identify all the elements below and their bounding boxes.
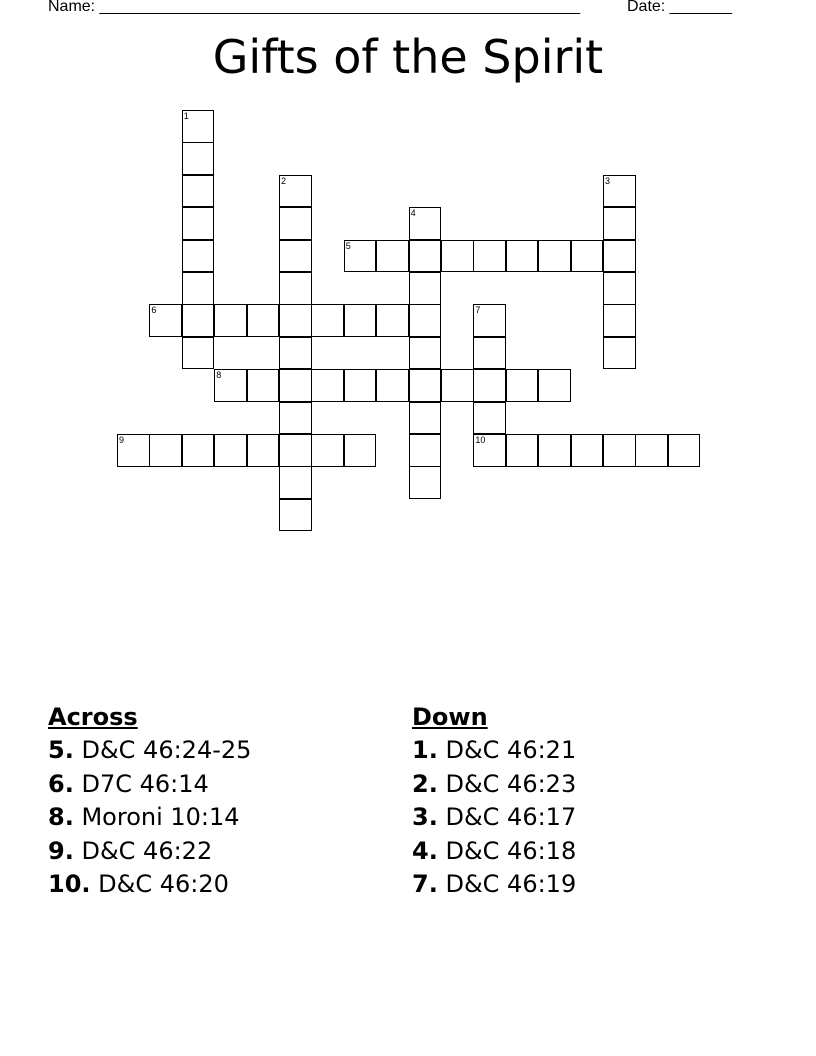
clue-number: 6. bbox=[48, 769, 74, 798]
cell-number: 7 bbox=[475, 305, 481, 316]
grid-cell[interactable] bbox=[668, 434, 701, 467]
grid-cell[interactable] bbox=[247, 434, 280, 467]
grid-cell[interactable] bbox=[182, 304, 215, 337]
clue-number: 4. bbox=[412, 836, 438, 865]
clue-item bbox=[48, 734, 251, 768]
grid-cell[interactable] bbox=[182, 175, 215, 208]
grid-cell[interactable] bbox=[279, 272, 312, 305]
cell-number: 6 bbox=[151, 305, 157, 316]
clue-text: D&C 46:22 bbox=[81, 836, 213, 865]
grid-cell[interactable] bbox=[214, 304, 247, 337]
cell-number: 5 bbox=[345, 240, 351, 251]
grid-cell[interactable] bbox=[506, 434, 539, 467]
grid-cell[interactable] bbox=[279, 434, 312, 467]
grid-cell[interactable] bbox=[149, 304, 182, 337]
clue-item bbox=[48, 835, 251, 869]
grid-cell[interactable] bbox=[473, 402, 506, 435]
clue-item bbox=[48, 801, 251, 835]
clue-item bbox=[48, 768, 251, 802]
clue-item bbox=[412, 835, 576, 869]
cell-number: 8 bbox=[216, 370, 222, 381]
grid-cell[interactable] bbox=[409, 434, 442, 467]
clue-number: 10. bbox=[48, 870, 91, 898]
grid-cell[interactable] bbox=[311, 434, 344, 467]
clue-item bbox=[412, 868, 576, 902]
grid-cell[interactable] bbox=[473, 369, 506, 402]
clue-text: D&C 46:20 bbox=[98, 870, 229, 898]
grid-cell[interactable] bbox=[409, 337, 442, 370]
grid-cell[interactable] bbox=[214, 369, 247, 402]
cell-number: 9 bbox=[119, 435, 125, 445]
clue-item bbox=[412, 734, 576, 768]
page-title: Gifts of the Spirit bbox=[212, 30, 604, 84]
grid-cell[interactable] bbox=[279, 207, 312, 240]
grid-cell[interactable] bbox=[344, 434, 377, 467]
clue-text: D&C 46:24-25 bbox=[81, 736, 252, 764]
clue-number: 2. bbox=[412, 769, 438, 798]
grid-cell[interactable] bbox=[603, 434, 636, 467]
grid-cell[interactable] bbox=[182, 240, 215, 273]
grid-cell[interactable] bbox=[311, 304, 344, 337]
grid-cell[interactable] bbox=[182, 207, 215, 240]
name-field[interactable]: Name: ______________________________________________________ bbox=[48, 0, 581, 15]
grid-cell[interactable] bbox=[506, 369, 539, 402]
grid-cell[interactable] bbox=[279, 240, 312, 273]
grid-cell[interactable] bbox=[279, 175, 312, 208]
grid-cell[interactable] bbox=[571, 240, 604, 273]
grid-cell[interactable] bbox=[409, 207, 442, 240]
grid-cell[interactable] bbox=[117, 434, 150, 467]
grid-cell[interactable] bbox=[182, 110, 215, 143]
grid-cell[interactable] bbox=[473, 240, 506, 273]
cell-number: 1 bbox=[183, 111, 189, 121]
grid-cell[interactable] bbox=[409, 466, 442, 499]
grid-cell[interactable] bbox=[311, 369, 344, 402]
grid-cell[interactable] bbox=[279, 402, 312, 435]
clue-number: 7. bbox=[412, 870, 438, 898]
clue-number: 1. bbox=[412, 736, 438, 764]
cell-number: 3 bbox=[605, 175, 611, 186]
grid-cell[interactable] bbox=[409, 369, 442, 402]
grid-cell[interactable] bbox=[473, 434, 506, 467]
grid-cell[interactable] bbox=[376, 240, 409, 273]
clue-number: 3. bbox=[412, 803, 438, 831]
across-heading: Across bbox=[48, 703, 138, 731]
clue-number: 9. bbox=[48, 836, 74, 865]
grid-cell[interactable] bbox=[603, 240, 636, 273]
grid-cell[interactable] bbox=[214, 434, 247, 467]
grid-cell[interactable] bbox=[603, 272, 636, 305]
grid-cell[interactable] bbox=[473, 337, 506, 370]
grid-cell[interactable] bbox=[409, 272, 442, 305]
clue-text: D&C 46:18 bbox=[445, 836, 577, 865]
grid-cell[interactable] bbox=[344, 304, 377, 337]
clue-item bbox=[412, 801, 576, 835]
clue-text: D&C 46:19 bbox=[445, 870, 577, 898]
grid-cell[interactable] bbox=[344, 240, 377, 273]
grid-cell[interactable] bbox=[538, 434, 571, 467]
cell-number: 10 bbox=[475, 435, 486, 445]
grid-cell[interactable] bbox=[538, 369, 571, 402]
grid-cell[interactable] bbox=[182, 272, 215, 305]
grid-cell[interactable] bbox=[603, 175, 636, 208]
clue-number: 8. bbox=[48, 803, 74, 831]
grid-cell[interactable] bbox=[409, 240, 442, 273]
grid-cell[interactable] bbox=[409, 304, 442, 337]
clue-number: 5. bbox=[48, 736, 74, 764]
grid-cell[interactable] bbox=[279, 466, 312, 499]
grid-cell[interactable] bbox=[247, 304, 280, 337]
grid-cell[interactable] bbox=[279, 499, 312, 532]
across-clues bbox=[48, 701, 251, 902]
cell-number: 4 bbox=[410, 208, 416, 219]
grid-cell[interactable] bbox=[473, 304, 506, 337]
grid-cell[interactable] bbox=[279, 369, 312, 402]
grid-cell[interactable] bbox=[441, 369, 474, 402]
grid-cell[interactable] bbox=[538, 240, 571, 273]
grid-cell[interactable] bbox=[409, 402, 442, 435]
grid-cell[interactable] bbox=[182, 337, 215, 370]
date-field[interactable]: Date: _______ bbox=[627, 0, 732, 15]
grid-cell[interactable] bbox=[182, 142, 215, 175]
down-clues bbox=[412, 701, 576, 902]
grid-cell[interactable] bbox=[344, 369, 377, 402]
grid-cell[interactable] bbox=[635, 434, 668, 467]
clue-text: D&C 46:23 bbox=[445, 769, 577, 798]
grid-cell[interactable] bbox=[247, 369, 280, 402]
clue-item bbox=[412, 768, 576, 802]
grid-cell[interactable] bbox=[506, 240, 539, 273]
grid-cell[interactable] bbox=[279, 337, 312, 370]
grid-cell[interactable] bbox=[441, 240, 474, 273]
cell-number: 2 bbox=[281, 175, 287, 186]
clue-text: Moroni 10:14 bbox=[81, 803, 240, 831]
grid-cell[interactable] bbox=[149, 434, 182, 467]
grid-cell[interactable] bbox=[571, 434, 604, 467]
clue-text: D&C 46:17 bbox=[445, 803, 577, 831]
grid-cell[interactable] bbox=[603, 337, 636, 370]
grid-cell[interactable] bbox=[376, 304, 409, 337]
down-heading: Down bbox=[412, 703, 488, 731]
clue-item bbox=[48, 868, 251, 902]
grid-cell[interactable] bbox=[279, 304, 312, 337]
grid-cell[interactable] bbox=[603, 207, 636, 240]
grid-cell[interactable] bbox=[182, 434, 215, 467]
grid-cell[interactable] bbox=[376, 369, 409, 402]
grid-cell[interactable] bbox=[603, 304, 636, 337]
clue-text: D7C 46:14 bbox=[81, 769, 209, 798]
clue-text: D&C 46:21 bbox=[445, 736, 577, 764]
